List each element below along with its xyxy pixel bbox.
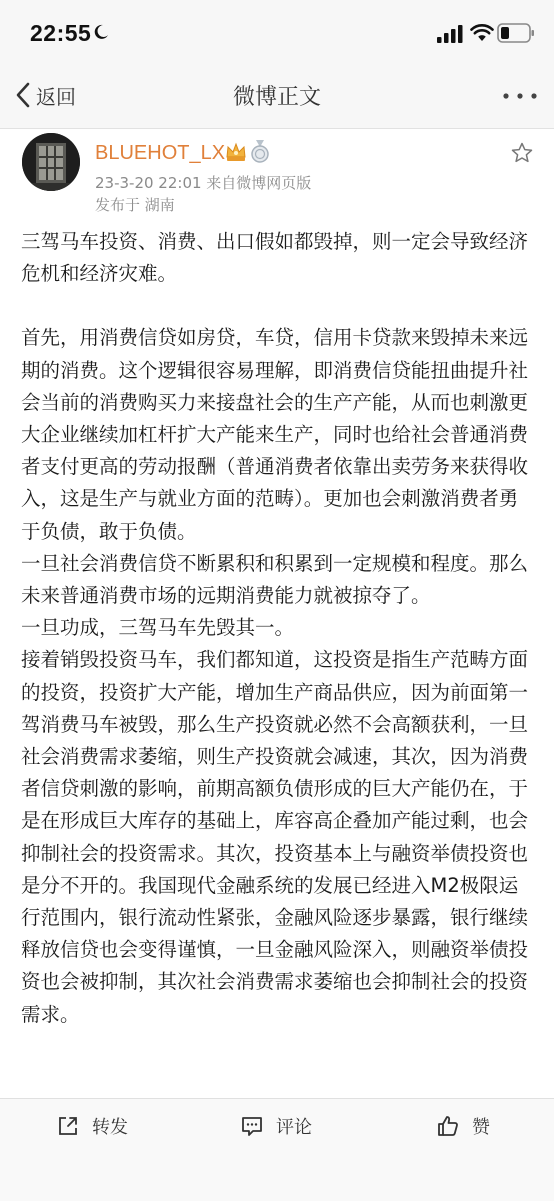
comment-label: 评论 xyxy=(276,1117,312,1138)
battery-icon xyxy=(497,23,535,43)
avatar[interactable] xyxy=(22,133,80,191)
comment-icon xyxy=(240,1114,264,1138)
wifi-icon xyxy=(470,24,494,42)
repost-button[interactable] xyxy=(56,1111,128,1141)
crown-badge-icon[interactable] xyxy=(225,141,247,163)
like-button[interactable] xyxy=(436,1111,490,1141)
paragraph: 一旦功成，三驾马车先毁其一。 xyxy=(21,616,295,640)
star-favorite-icon[interactable] xyxy=(510,141,534,165)
nav-bar xyxy=(0,62,554,129)
paragraph: 首先，用消费信贷如房贷，车贷，信用卡贷款来毁掉未来远期的消费。这个逻辑很容易理解，即消费信贷能扭曲提升社会当前的消费购买力来接盘社会的生产产能，从而也刺激更大企业继续加杠杆扩大产能来生产，同时也给社会普通消费者支付更高的劳动报酬（普通消费者依靠出卖劳务来获得收入，这是生产与就业方面的范畴）。更加也会刺激消费者勇于负债，敢于负债。 xyxy=(21,326,529,543)
comment-button[interactable] xyxy=(240,1111,312,1141)
like-label: 赞 xyxy=(472,1117,490,1138)
medal-badge-icon[interactable] xyxy=(251,140,269,164)
repost-label: 转发 xyxy=(92,1117,128,1138)
chevron-left-icon xyxy=(14,81,32,109)
back-label: 返回 xyxy=(36,84,76,109)
moon-icon xyxy=(93,24,109,40)
back-button[interactable] xyxy=(14,78,76,112)
post-location: 发布于 湖南 xyxy=(95,196,175,214)
bottom-action-bar xyxy=(0,1098,554,1201)
status-bar xyxy=(0,0,554,62)
username[interactable]: BLUEHOT_LX xyxy=(95,142,226,164)
post-content xyxy=(21,226,537,1031)
post-meta: 23-3-20 22:01 来自微博网页版 xyxy=(95,174,312,192)
avatar-image xyxy=(22,133,80,191)
paragraph: 三驾马车投资、消费、出口假如都毁掉，则一定会导致经济危机和经济灾难。 xyxy=(21,230,529,286)
paragraph: 接着销毁投资马车，我们都知道，这投资是指生产范畴方面的投资，投资扩大产能，增加生产商品供应，因为前面第一驾消费马车被毁，那么生产投资就必然不会高额获利，一旦社会消费需求萎缩，则生产投资就会减速，其次，因为消费者信贷刺激的影响，前期高额负债形成的巨大产能仍在，于是在形成巨大库存的基础上，库容高企叠加产能过剩，也会抑制社会的投资需求。其次，投资基本上与融资举债投资也是分不开的。我国现代金融系统的发展已经进入M2极限运行范围内，银行流动性紧张，金融风险逐步暴露，银行继续释放信贷也会变得谨慎，一旦金融风险深入，则融资举债投资也会被抑制，其次社会消费需求萎缩也会抑制社会的投资需求。 xyxy=(21,648,529,1026)
status-time: 22:55 xyxy=(30,20,92,46)
page-title: 微博正文 xyxy=(232,85,321,110)
signal-icon xyxy=(437,25,463,43)
thumbs-up-icon xyxy=(436,1114,460,1138)
more-options-icon[interactable] xyxy=(500,88,540,104)
paragraph-gap xyxy=(21,290,537,322)
repost-icon xyxy=(56,1114,80,1138)
paragraph: 一旦社会消费信贷不断累积和积累到一定规模和程度。那么未来普通消费市场的远期消费能力就被掠夺了。 xyxy=(21,551,529,608)
